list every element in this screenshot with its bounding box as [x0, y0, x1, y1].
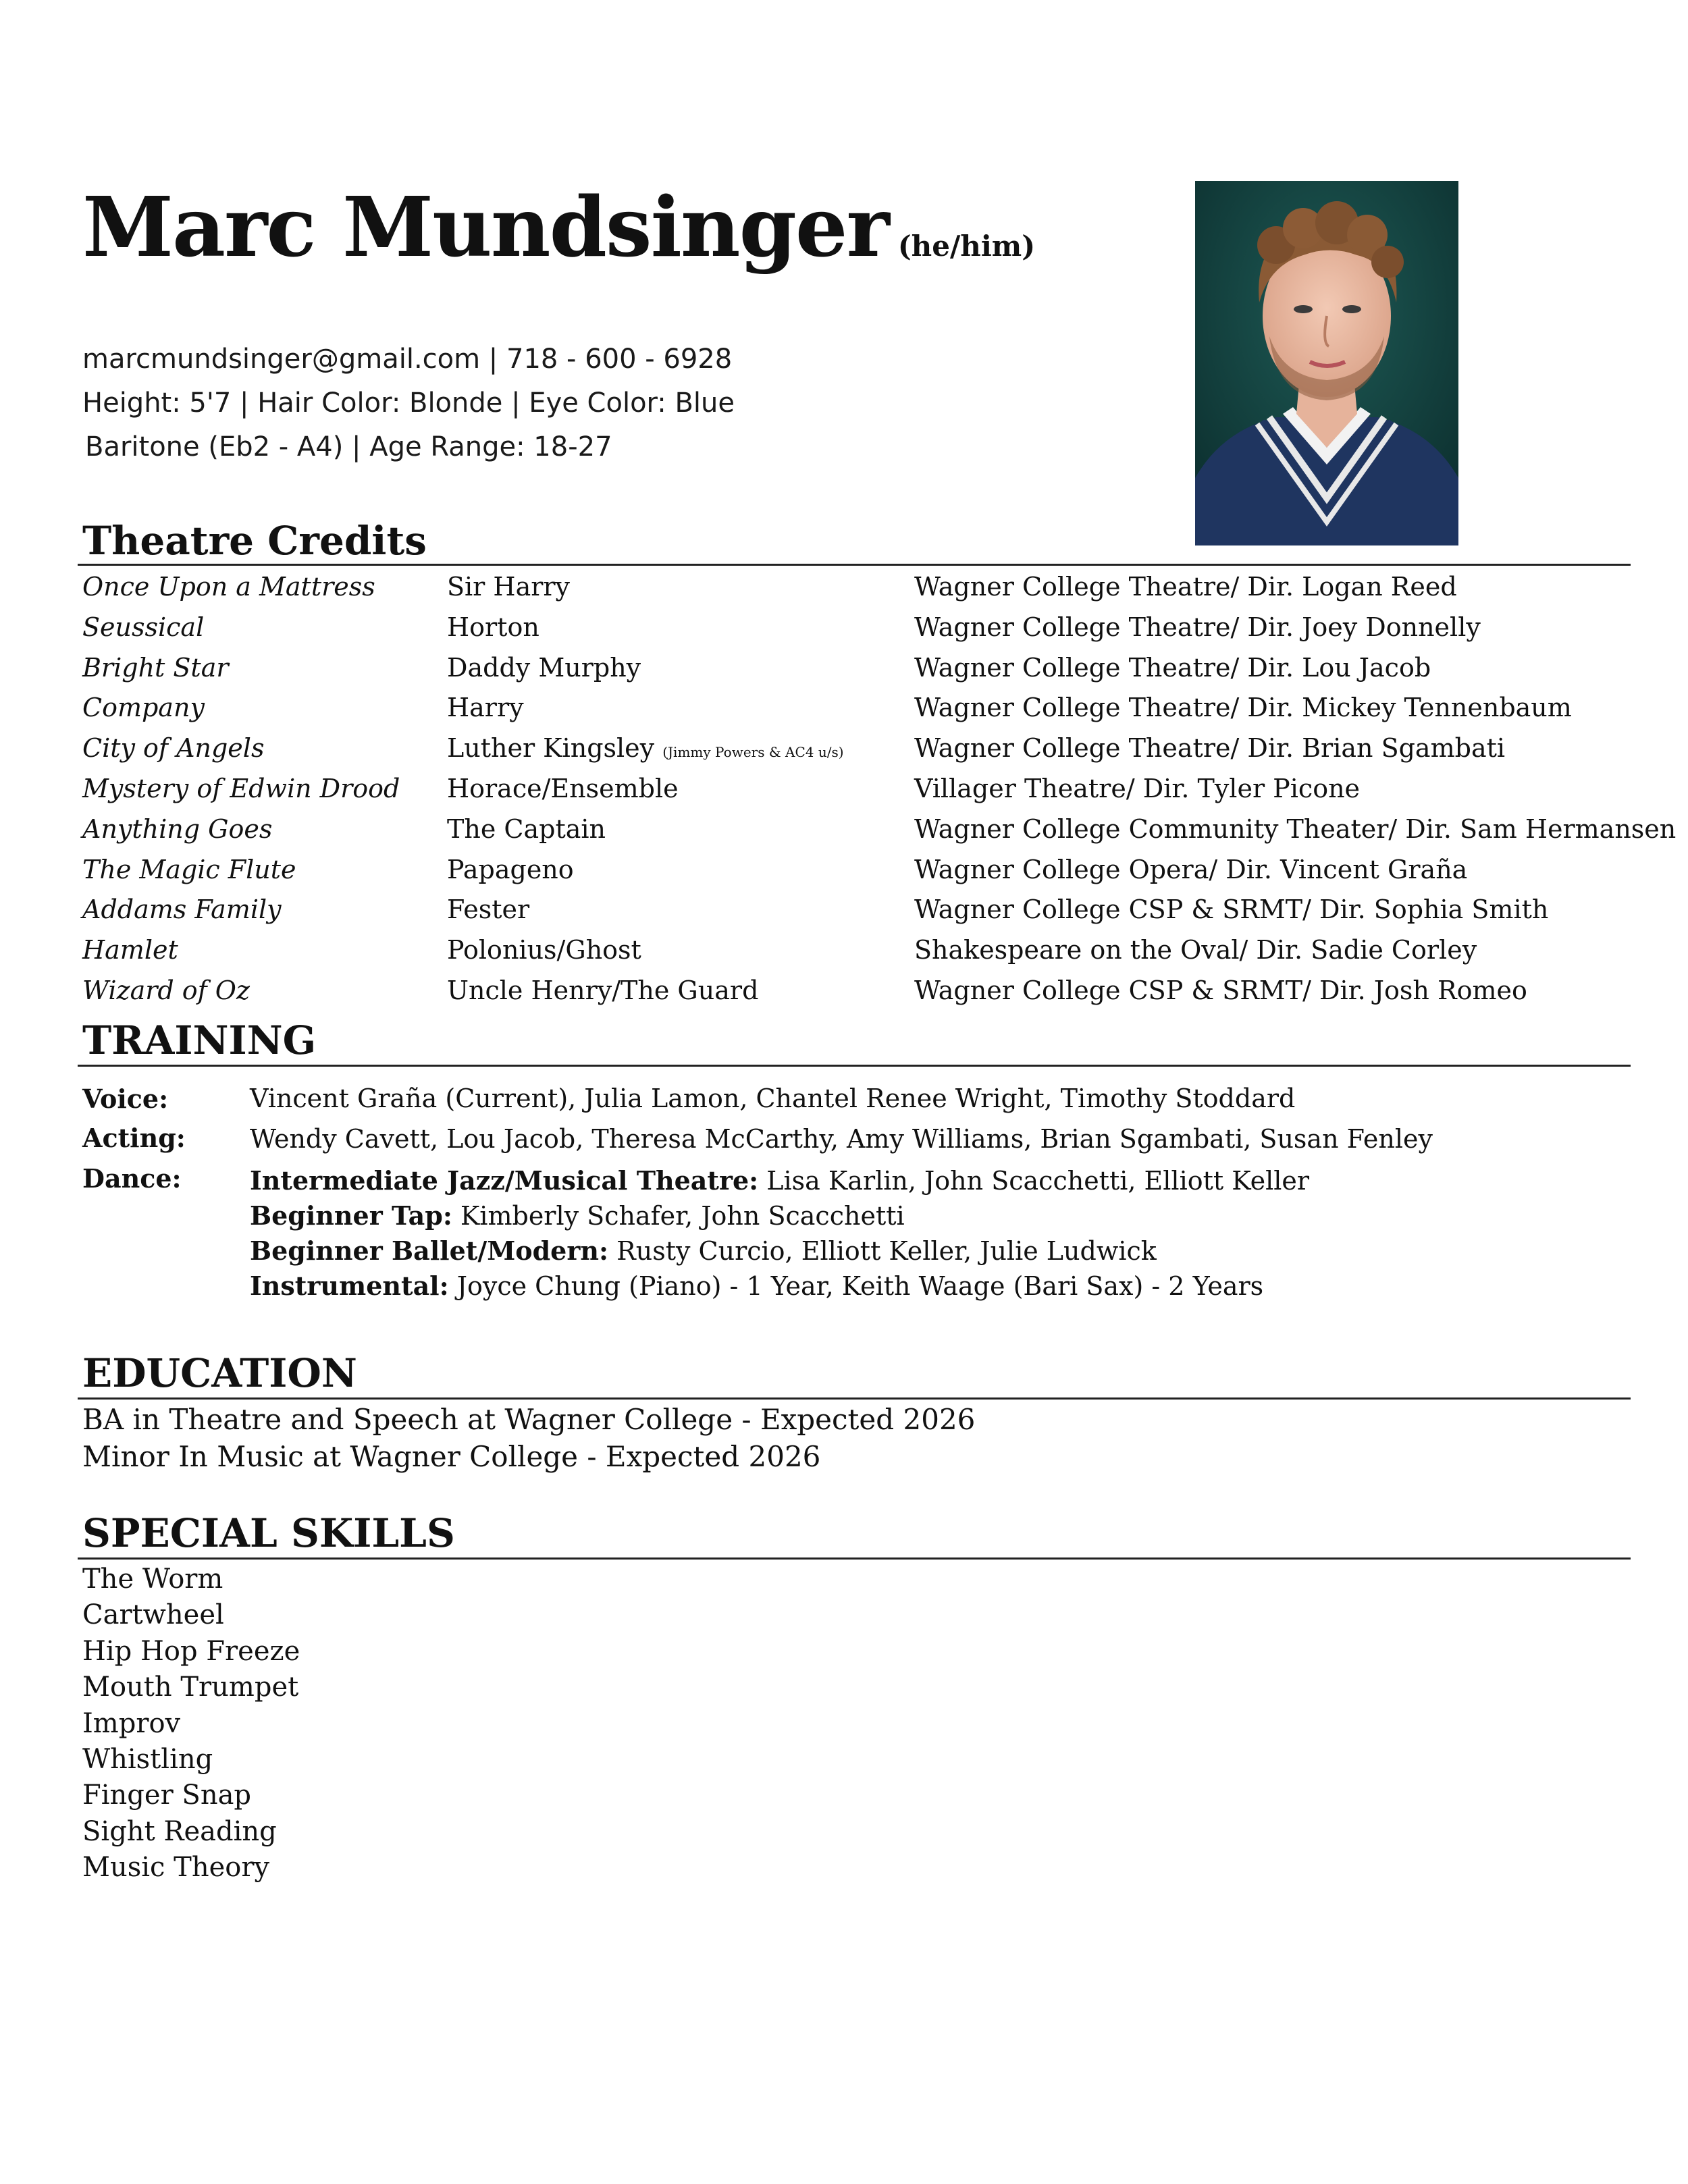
special-skills-list — [82, 1562, 300, 1886]
headshot-photo — [1195, 181, 1458, 545]
special-skills-divider — [78, 1557, 1631, 1560]
contact-line: marcmundsinger@gmail.com | 718 - 600 - 6928 — [82, 344, 733, 375]
credit-venue: Wagner College Theatre/ Dir. Lou Jacob — [914, 652, 1431, 683]
credit-show: Wizard of Oz — [82, 975, 250, 1005]
credit-show: Once Upon a Mattress — [82, 572, 375, 602]
training-dance-label: Dance: — [82, 1163, 182, 1194]
credit-role-text: Horton — [447, 612, 539, 642]
skill-item: Sight Reading — [82, 1815, 277, 1847]
pronouns: (he/him) — [897, 230, 1036, 263]
credit-show: Addams Family — [82, 895, 282, 925]
credit-show: Anything Goes — [82, 814, 273, 844]
skill-item: Cartwheel — [82, 1599, 224, 1631]
credit-role-text: Horace/Ensemble — [447, 773, 679, 803]
credit-row — [82, 769, 1629, 809]
education-divider — [78, 1397, 1631, 1400]
skill-item: Finger Snap — [82, 1780, 252, 1811]
credit-role — [447, 971, 758, 1011]
credit-venue: Wagner College Community Theater/ Dir. Sam Hermansen — [914, 814, 1677, 844]
education-heading: EDUCATION — [82, 1350, 357, 1396]
contact-block — [82, 338, 735, 469]
training-dance-teachers: Kimberly Schafer, John Scacchetti — [452, 1201, 905, 1231]
education-item: BA in Theatre and Speech at Wagner College - Expected 2026 — [82, 1403, 976, 1436]
education-item: Minor In Music at Wagner College - Expected 2026 — [82, 1440, 821, 1473]
credit-show: City of Angels — [82, 733, 265, 764]
training-dance-line — [250, 1163, 1433, 1198]
training-instrumental-line — [250, 1269, 1433, 1304]
credit-role — [447, 648, 641, 689]
credit-role-text: Fester — [447, 895, 530, 925]
training-instrumental-category: Instrumental: — [250, 1271, 449, 1301]
credit-role — [447, 567, 570, 608]
credit-row — [82, 688, 1629, 728]
training-dance-row — [82, 1163, 1433, 1304]
credit-venue: Wagner College Theatre/ Dir. Mickey Tennenbaum — [914, 693, 1572, 723]
credit-role-text: Daddy Murphy — [447, 652, 641, 683]
actor-name-text: Marc Mundsinger — [82, 178, 889, 275]
training-dance-teachers: Rusty Curcio, Elliott Keller, Julie Ludwick — [608, 1236, 1157, 1266]
education-list — [82, 1401, 975, 1475]
credit-row — [82, 971, 1629, 1011]
credit-show: Seussical — [82, 612, 205, 642]
credit-role — [447, 809, 606, 850]
credit-venue: Villager Theatre/ Dir. Tyler Picone — [914, 773, 1361, 803]
credit-show: Hamlet — [82, 935, 178, 965]
skill-item: Improv — [82, 1707, 181, 1739]
credit-row — [82, 930, 1629, 971]
credit-show: Company — [82, 693, 205, 723]
credit-role-note: (Jimmy Powers & AC4 u/s) — [662, 744, 844, 761]
training-dance-line — [250, 1233, 1433, 1269]
credit-role — [447, 890, 529, 930]
training-block — [82, 1084, 1433, 1304]
credit-row — [82, 728, 1629, 769]
credit-show: The Magic Flute — [82, 854, 296, 884]
credit-venue: Wagner College Theatre/ Dir. Joey Donnelly — [914, 612, 1481, 642]
credit-role-text: The Captain — [447, 814, 606, 844]
training-acting-teachers: Wendy Cavett, Lou Jacob, Theresa McCarthy, Amy Williams, Brian Sgambati, Susan Fenley — [250, 1124, 1433, 1154]
training-voice-teachers: Vincent Graña (Current), Julia Lamon, Chantel Renee Wright, Timothy Stoddard — [250, 1084, 1296, 1113]
credit-venue: Wagner College CSP & SRMT/ Dir. Josh Romeo — [914, 975, 1527, 1005]
voice-range-line: Baritone (Eb2 - A4) | Age Range: 18-27 — [85, 431, 612, 462]
skill-item: Whistling — [82, 1744, 213, 1776]
credit-role — [447, 769, 679, 809]
credit-venue: Shakespeare on the Oval/ Dir. Sadie Corley — [914, 935, 1477, 965]
theatre-credits-table — [82, 567, 1677, 1011]
credit-row — [82, 809, 1677, 850]
credit-row — [82, 648, 1629, 689]
training-dance-category: Intermediate Jazz/Musical Theatre: — [250, 1165, 759, 1196]
credit-role-text: Sir Harry — [447, 572, 571, 602]
credit-role-text: Luther Kingsley — [447, 733, 655, 764]
credit-row — [82, 567, 1629, 608]
theatre-credits-divider — [78, 564, 1631, 566]
credit-role — [447, 850, 574, 890]
training-dance-category: Beginner Ballet/Modern: — [250, 1235, 609, 1266]
credit-venue: Wagner College Opera/ Dir. Vincent Graña — [914, 854, 1468, 884]
credit-role-text: Harry — [447, 693, 524, 723]
skill-item: Hip Hop Freeze — [82, 1635, 300, 1667]
physical-stats-line: Height: 5'7 | Hair Color: Blonde | Eye Color: Blue — [82, 388, 735, 419]
credit-row — [82, 608, 1629, 648]
training-dance-line — [250, 1198, 1433, 1233]
credit-venue: Wagner College Theatre/ Dir. Brian Sgambati — [914, 733, 1506, 764]
training-dance-category: Beginner Tap: — [250, 1200, 452, 1231]
skill-item: The Worm — [82, 1564, 223, 1595]
credit-role — [447, 608, 539, 648]
credit-show: Bright Star — [82, 652, 229, 683]
training-voice-row — [82, 1084, 1433, 1123]
credit-role — [447, 930, 641, 971]
special-skills-heading: SPECIAL SKILLS — [82, 1510, 455, 1556]
training-voice-label: Voice: — [82, 1084, 169, 1114]
training-dance-list — [250, 1163, 1433, 1304]
training-heading: TRAINING — [82, 1017, 317, 1063]
credit-role — [447, 688, 524, 728]
skill-item: Mouth Trumpet — [82, 1672, 299, 1703]
skill-item: Music Theory — [82, 1852, 270, 1884]
training-acting-label: Acting: — [82, 1123, 186, 1153]
credit-role-text: Polonius/Ghost — [447, 935, 641, 965]
training-divider — [78, 1065, 1631, 1067]
credit-role-text: Papageno — [447, 854, 574, 884]
training-acting-row — [82, 1123, 1433, 1163]
credit-show: Mystery of Edwin Drood — [82, 773, 400, 803]
credit-role-text: Uncle Henry/The Guard — [447, 975, 759, 1005]
credit-row — [82, 890, 1629, 930]
training-instrumental-teachers: Joyce Chung (Piano) - 1 Year, Keith Waage (Bari Sax) - 2 Years — [448, 1271, 1264, 1301]
credit-row — [82, 850, 1629, 890]
theatre-credits-heading: Theatre Credits — [82, 518, 427, 564]
actor-name — [82, 178, 1036, 275]
credit-venue: Wagner College Theatre/ Dir. Logan Reed — [914, 572, 1457, 602]
credit-venue: Wagner College CSP & SRMT/ Dir. Sophia Smith — [914, 895, 1549, 925]
training-dance-teachers: Lisa Karlin, John Scacchetti, Elliott Keller — [758, 1166, 1310, 1196]
credit-role — [447, 728, 844, 773]
